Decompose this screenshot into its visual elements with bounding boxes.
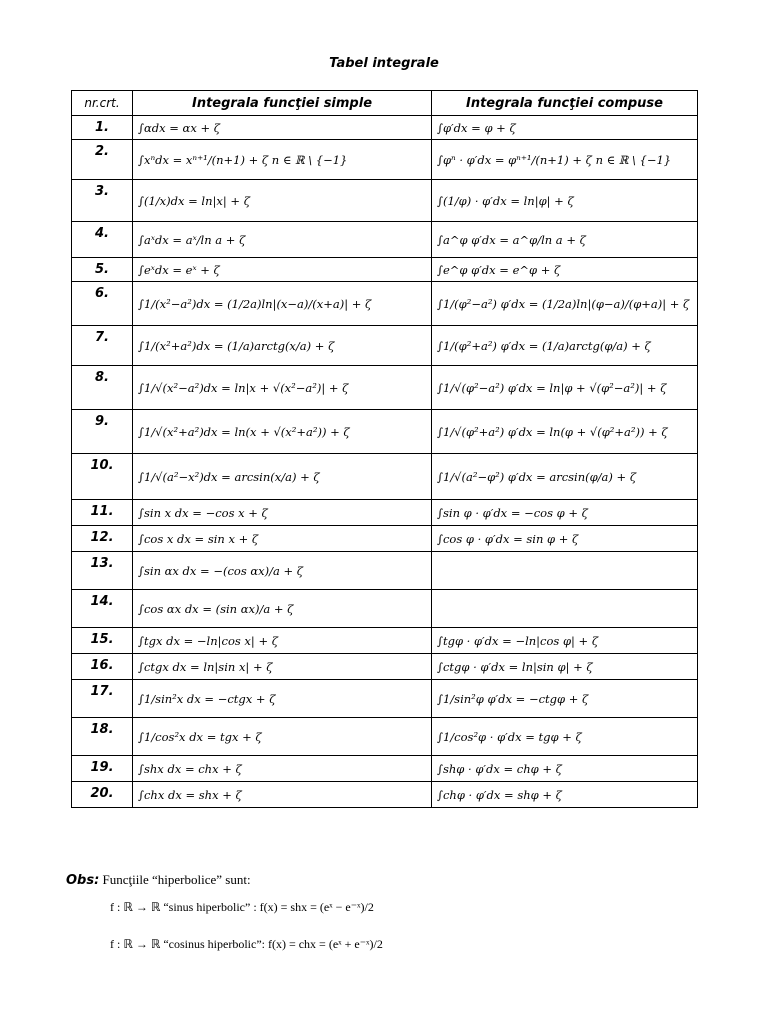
row-number: 16. (72, 654, 133, 680)
simple-integral: ∫αdx = αx + ζ (133, 116, 432, 140)
compound-integral: ∫(1/φ) · φ′dx = ln|φ| + ζ (432, 180, 698, 222)
simple-integral: ∫1/√(x²+a²)dx = ln(x + √(x²+a²)) + ζ (133, 410, 432, 454)
row-number: 15. (72, 628, 133, 654)
row-number: 5. (72, 258, 133, 282)
cosh-definition: f : ℝ → ℝ “cosinus hiperbolic”: f(x) = chx = (eˣ + e⁻ˣ)/2 (110, 937, 383, 951)
compound-integral: ∫tgφ · φ′dx = −ln|cos φ| + ζ (432, 628, 698, 654)
row-number: 1. (72, 116, 133, 140)
obs-label: Obs: (66, 873, 100, 888)
row-number: 3. (72, 180, 133, 222)
compound-integral: ∫e^φ φ′dx = e^φ + ζ (432, 258, 698, 282)
page-title: Tabel integrale (329, 56, 439, 71)
simple-integral: ∫1/(x²+a²)dx = (1/a)arctg(x/a) + ζ (133, 326, 432, 366)
row-number: 12. (72, 526, 133, 552)
table-row (72, 782, 698, 808)
simple-integral: ∫sin αx dx = −(cos αx)/a + ζ (133, 552, 432, 590)
table-row (72, 282, 698, 326)
table-header-row (72, 91, 698, 116)
compound-integral: ∫shφ · φ′dx = chφ + ζ (432, 756, 698, 782)
simple-integral: ∫1/√(a²−x²)dx = arcsin(x/a) + ζ (133, 454, 432, 500)
compound-integral (432, 552, 698, 590)
row-number: 9. (72, 410, 133, 454)
simple-integral: ∫sin x dx = −cos x + ζ (133, 500, 432, 526)
table-row (72, 116, 698, 140)
row-number: 10. (72, 454, 133, 500)
compound-integral: ∫1/√(a²−φ²) φ′dx = arcsin(φ/a) + ζ (432, 454, 698, 500)
simple-integral: ∫cos αx dx = (sin αx)/a + ζ (133, 590, 432, 628)
compound-integral: ∫a^φ φ′dx = a^φ/ln a + ζ (432, 222, 698, 258)
compound-integral: ∫1/√(φ²+a²) φ′dx = ln(φ + √(φ²+a²)) + ζ (432, 410, 698, 454)
table-row (72, 526, 698, 552)
row-number: 17. (72, 680, 133, 718)
header-compound-function: Integrala funcţiei compuse (432, 91, 698, 116)
table-row (72, 222, 698, 258)
observation (66, 872, 251, 888)
compound-integral: ∫ctgφ · φ′dx = ln|sin φ| + ζ (432, 654, 698, 680)
row-number: 20. (72, 782, 133, 808)
row-number: 18. (72, 718, 133, 756)
compound-integral: ∫φⁿ · φ′dx = φⁿ⁺¹/(n+1) + ζ n ∈ ℝ \ {−1} (432, 140, 698, 180)
table-row (72, 590, 698, 628)
simple-integral: ∫cos x dx = sin x + ζ (133, 526, 432, 552)
row-number: 2. (72, 140, 133, 180)
table-row (72, 326, 698, 366)
obs-text: Funcţiile “hiperbolice” sunt: (102, 872, 251, 887)
simple-integral: ∫chx dx = shx + ζ (133, 782, 432, 808)
integrals-table (71, 90, 698, 808)
simple-integral: ∫(1/x)dx = ln|x| + ζ (133, 180, 432, 222)
compound-integral: ∫cos φ · φ′dx = sin φ + ζ (432, 526, 698, 552)
header-simple-function: Integrala funcţiei simple (133, 91, 432, 116)
table-row (72, 756, 698, 782)
compound-integral: ∫1/(φ²+a²) φ′dx = (1/a)arctg(φ/a) + ζ (432, 326, 698, 366)
simple-integral: ∫1/(x²−a²)dx = (1/2a)ln|(x−a)/(x+a)| + ζ (133, 282, 432, 326)
table-row (72, 258, 698, 282)
compound-integral: ∫1/√(φ²−a²) φ′dx = ln|φ + √(φ²−a²)| + ζ (432, 366, 698, 410)
compound-integral: ∫sin φ · φ′dx = −cos φ + ζ (432, 500, 698, 526)
header-number: nr.crt. (72, 91, 133, 116)
table-row (72, 654, 698, 680)
row-number: 19. (72, 756, 133, 782)
table-row (72, 366, 698, 410)
row-number: 8. (72, 366, 133, 410)
sinh-definition: f : ℝ → ℝ “sinus hiperbolic” : f(x) = shx = (eˣ − e⁻ˣ)/2 (110, 900, 374, 914)
table-row (72, 180, 698, 222)
simple-integral: ∫xⁿdx = xⁿ⁺¹/(n+1) + ζ n ∈ ℝ \ {−1} (133, 140, 432, 180)
compound-integral (432, 590, 698, 628)
simple-integral: ∫tgx dx = −ln|cos x| + ζ (133, 628, 432, 654)
compound-integral: ∫1/sin²φ φ′dx = −ctgφ + ζ (432, 680, 698, 718)
compound-integral: ∫1/cos²φ · φ′dx = tgφ + ζ (432, 718, 698, 756)
row-number: 7. (72, 326, 133, 366)
table-row (72, 500, 698, 526)
simple-integral: ∫1/√(x²−a²)dx = ln|x + √(x²−a²)| + ζ (133, 366, 432, 410)
row-number: 13. (72, 552, 133, 590)
simple-integral: ∫1/cos²x dx = tgx + ζ (133, 718, 432, 756)
table-row (72, 680, 698, 718)
compound-integral: ∫φ′dx = φ + ζ (432, 116, 698, 140)
table-row (72, 140, 698, 180)
simple-integral: ∫eˣdx = eˣ + ζ (133, 258, 432, 282)
table-row (72, 552, 698, 590)
row-number: 4. (72, 222, 133, 258)
simple-integral: ∫shx dx = chx + ζ (133, 756, 432, 782)
row-number: 14. (72, 590, 133, 628)
table-row (72, 454, 698, 500)
row-number: 6. (72, 282, 133, 326)
row-number: 11. (72, 500, 133, 526)
simple-integral: ∫aˣdx = aˣ/ln a + ζ (133, 222, 432, 258)
compound-integral: ∫1/(φ²−a²) φ′dx = (1/2a)ln|(φ−a)/(φ+a)| + ζ (432, 282, 698, 326)
simple-integral: ∫1/sin²x dx = −ctgx + ζ (133, 680, 432, 718)
table-row (72, 628, 698, 654)
compound-integral: ∫chφ · φ′dx = shφ + ζ (432, 782, 698, 808)
table-row (72, 410, 698, 454)
table-row (72, 718, 698, 756)
simple-integral: ∫ctgx dx = ln|sin x| + ζ (133, 654, 432, 680)
